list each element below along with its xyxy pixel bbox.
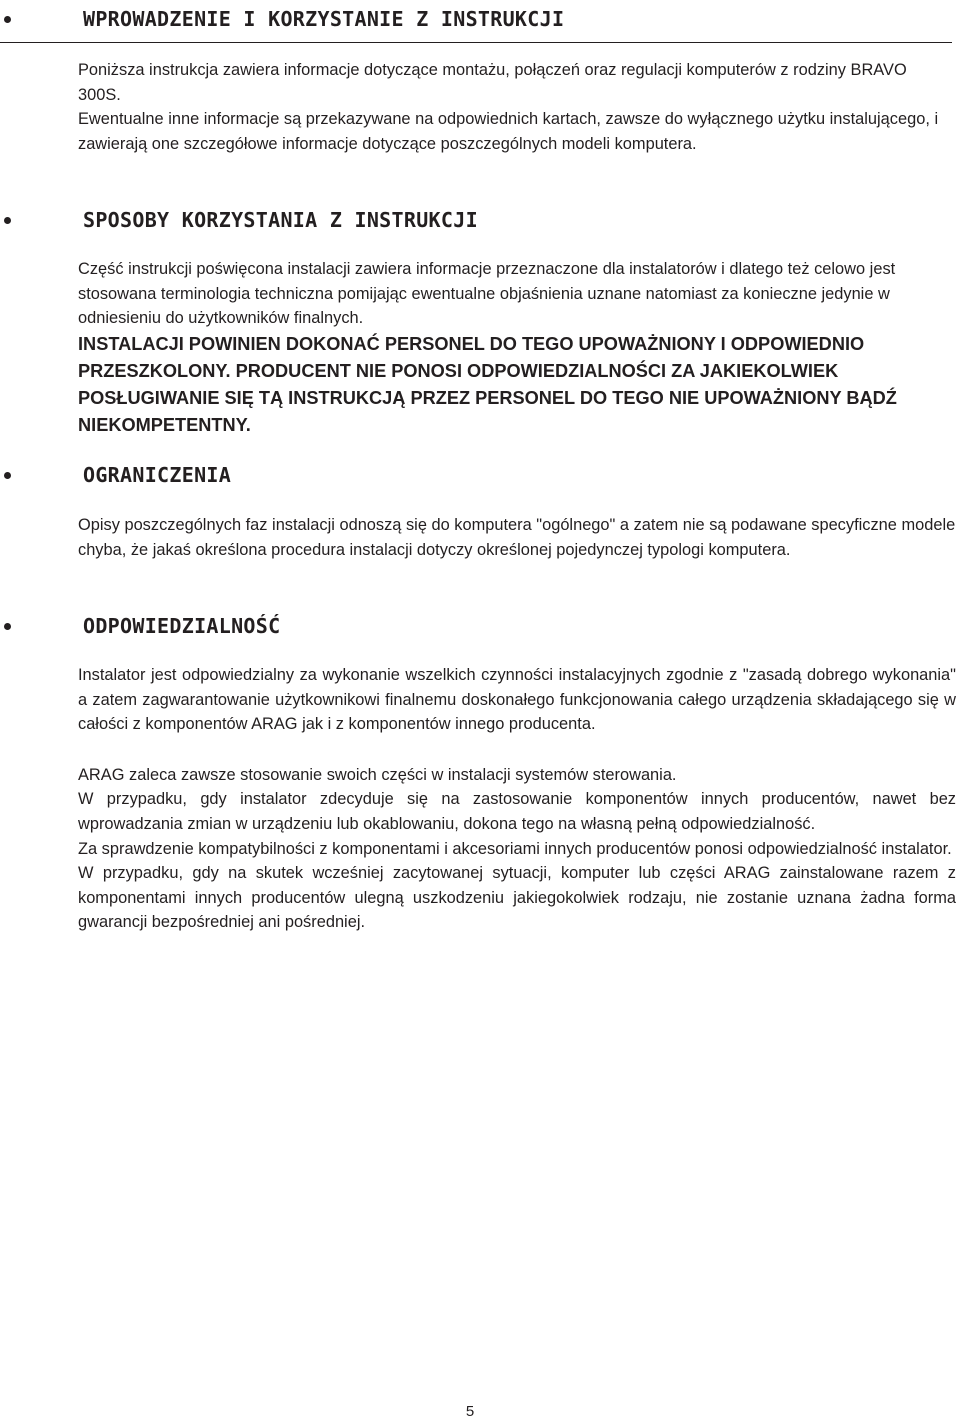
section-body <box>78 513 956 562</box>
section-wprowadzenie <box>0 4 960 40</box>
section-heading <box>0 460 960 496</box>
heading-divider <box>0 42 952 43</box>
section-heading <box>0 205 960 241</box>
section-heading <box>0 611 960 647</box>
section-sposoby <box>0 205 960 241</box>
page-number: 5 <box>465 1403 475 1420</box>
section-title: SPOSOBY KORZYSTANIA Z INSTRUKCJI <box>83 208 478 232</box>
section-title: ODPOWIEDZIALNOŚĆ <box>83 614 281 638</box>
paragraph: ARAG zaleca zawsze stosowanie swoich części w instalacji systemów sterowania. <box>78 765 677 784</box>
section-body <box>78 663 956 935</box>
bullet-icon <box>4 217 11 224</box>
paragraph: Poniższa instrukcja zawiera informacje dotyczące montażu, połączeń oraz regulacji komputerów z rodziny BRAVO 300S. <box>78 61 907 104</box>
paragraph-gap <box>78 737 956 763</box>
section-ograniczenia <box>0 460 960 496</box>
bullet-icon <box>4 16 11 23</box>
paragraph: Opisy poszczególnych faz instalacji odnoszą się do komputera "ogólnego" a zatem nie są podawane specyficzne modele chyba, że jakaś określona procedura instalacji dotyczy określonej pojedynczej typologi komputera. <box>78 516 956 559</box>
section-title: WPROWADZENIE I KORZYSTANIE Z INSTRUKCJI <box>83 7 565 31</box>
paragraph: Za sprawdzenie kompatybilności z komponentami i akcesoriami innych producentów ponosi odpowiedzialność instalator. <box>78 839 952 858</box>
paragraph: Instalator jest odpowiedzialny za wykonanie wszelkich czynności instalacyjnych zgodnie z "zasadą dobrego wykonania" a zatem zagwarantowanie użytkownikowi finalnemu doskonałego funkcjonowania całego urządzenia składającego się w całości z komponentów ARAG jak i z komponentów innego producenta. <box>78 666 956 734</box>
paragraph: W przypadku, gdy instalator zdecyduje się na zastosowanie komponentów innych producentów, nawet bez wprowadzania zmian w urządzeniu lub okablowaniu, dokona tego na własną pełną odpowiedzialność. <box>78 790 956 833</box>
section-body <box>78 257 956 439</box>
paragraph: Ewentualne inne informacje są przekazywane na odpowiednich kartach, zawsze do wyłącznego użytku instalującego, i zawierają one szczegółowe informacje dotyczące poszczególnych modeli komputera. <box>78 110 939 153</box>
section-title: OGRANICZENIA <box>83 463 232 487</box>
bullet-icon <box>4 623 11 630</box>
paragraph: W przypadku, gdy na skutek wcześniej zacytowanej sytuacji, komputer lub części ARAG zainstalowane razem z komponentami innych producentów ulegną uszkodzeniu jakiegokolwiek rodzaju, nie zostanie uznana żadna forma gwarancji bezpośredniej ani pośredniej. <box>78 864 956 932</box>
section-heading <box>0 4 960 40</box>
paragraph: Część instrukcji poświęcona instalacji zawiera informacje przeznaczone dla instalatorów i dlatego też celowo jest stosowana terminologia techniczna pomijając ewentualne objaśnienia uznane natomiast za konieczne jedynie w odniesieniu do użytkowników finalnych. <box>78 260 896 328</box>
section-odpowiedzialnosc <box>0 611 960 647</box>
section-body <box>78 58 956 156</box>
warning-text: INSTALACJI POWINIEN DOKONAĆ PERSONEL DO TEGO UPOWAŻNIONY I ODPOWIEDNIO PRZESZKOLONY. PRODUCENT NIE PONOSI ODPOWIEDZIALNOŚCI ZA JAKIEKOLWIEK POSŁUGIWANIE SIĘ TĄ INSTRUKCJĄ PRZEZ PERSONEL DO TEGO NIE UPOWAŻNIONY BĄDŹ NIEKOMPETENTNY. <box>78 333 897 435</box>
bullet-icon <box>4 472 11 479</box>
